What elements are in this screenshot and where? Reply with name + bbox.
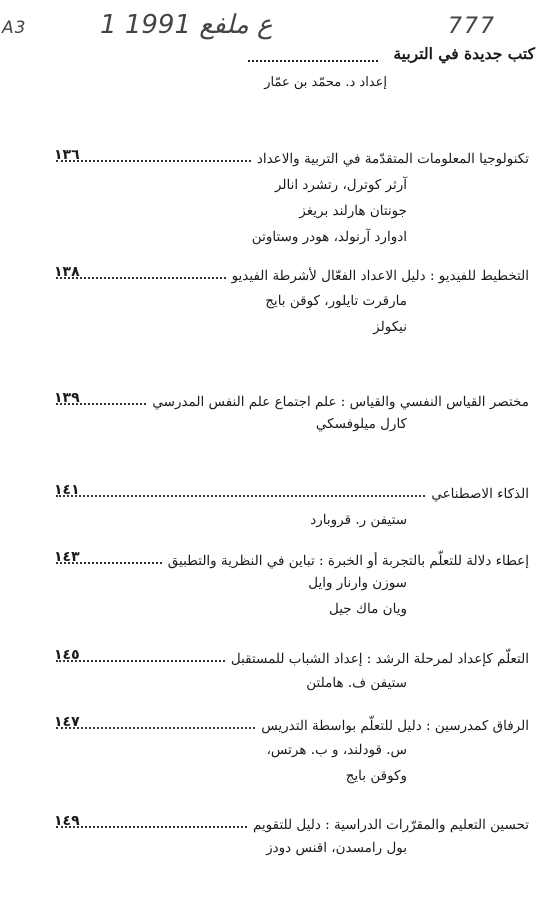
entry-author: جونتان هارلند بريغز [299,203,407,219]
entry-title: الذكاء الاصطناعي [431,486,529,502]
entry-title: إعطاء دلالة للتعلّم بالتجربة أو الخبرة : تباين في النظرية والتطبيق [167,553,529,569]
handwritten-date: 1 ع ملفع 1991 [100,10,273,40]
entry-title: التعلّم كإعداد لمرحلة الرشد : إعداد الشباب للمستقبل [230,651,529,667]
entry-author: آرثر كوترل، رتشرد انالر [274,177,407,193]
entry-author: ستيفن ف. هاملتن [306,675,407,691]
entry-page-number: ١٣٨ [54,264,80,280]
entry-title: مختصر القياس النفسي والقياس : علم اجتماع علم النفس المدرسي [152,394,529,410]
dot-leader [56,660,225,662]
entry-author: ستيفن ر. قروبارد [310,512,407,528]
entry-page-number: ١٣٩ [54,390,80,406]
dot-leader [56,727,255,729]
handwritten-page-code: A3 [2,18,27,38]
entry-title: التخطيط للفيديو : دليل الاعداد الفعّال لأشرطة الفيديو [231,268,529,284]
entry-title: تكنولوجيا المعلومات المتقدّمة في التربية والاعداد [256,151,529,167]
page-editor: إعداد د. محمّد بن عمّار [264,75,387,90]
entry-page-number: ١٣٦ [54,147,80,163]
handwritten-number: 777 [448,14,496,39]
entry-page-number: ١٤٥ [54,647,80,663]
dot-leader [56,160,251,162]
entry-author: نيكولز [373,319,407,335]
entry-author: بول رامسدن، اقنس دودز [266,840,407,856]
entry-author: ويان ماك جيل [328,601,407,617]
entry-page-number: ١٤٩ [54,813,80,829]
entry-author: وكوقن بايج [345,768,407,784]
entry-author: مارقرت تايلور، كوقن بايج [265,293,407,309]
entry-author: كارل ميلوفسكي [315,416,407,432]
entry-page-number: ١٤٣ [54,549,80,565]
dot-leader [56,495,425,497]
entry-page-number: ١٤١ [54,482,80,498]
dot-leader [56,826,247,828]
entry-author: س. قودلند، و ب. هرتس، [266,742,407,758]
page-title: كتب جديدة في التربية [393,44,535,63]
dot-leader [56,277,226,279]
entry-author: ادوارد آرنولد، هودر وستاوتن [251,229,407,245]
entry-author: سوزن وارنار وايل [308,575,407,591]
entry-title: تحسين التعليم والمقرّرات الدراسية : دليل للتقويم [252,817,529,833]
entry-title: الرفاق كمدرسين : دليل للتعلّم بواسطة التدريس [261,718,529,734]
title-dot-leader [248,50,378,62]
entry-page-number: ١٤٧ [54,714,80,730]
